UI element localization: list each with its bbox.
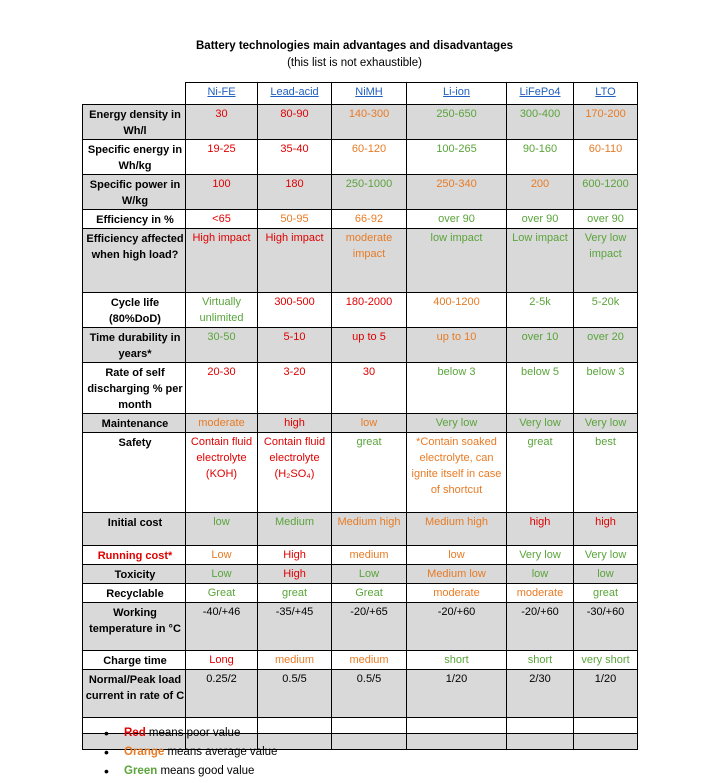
table-cell: great [507, 433, 574, 513]
row-label: Time durability in years* [83, 328, 186, 363]
table-cell: over 90 [507, 210, 574, 229]
table-cell: Very low [407, 414, 507, 433]
row-label: Efficiency in % [83, 210, 186, 229]
table-cell: low [332, 414, 407, 433]
table-cell: 180-2000 [332, 293, 407, 328]
table-cell: high [258, 414, 332, 433]
table-cell: low [407, 546, 507, 565]
column-header[interactable]: Ni-FE [186, 83, 258, 105]
table-cell [574, 734, 638, 750]
table-cell: up to 10 [407, 328, 507, 363]
table-cell: 140-300 [332, 105, 407, 140]
column-header[interactable]: Lead-acid [258, 83, 332, 105]
table-cell: low impact [407, 229, 507, 293]
table-cell: -20/+65 [332, 603, 407, 651]
table-cell: -40/+46 [186, 603, 258, 651]
table-row [83, 210, 638, 229]
document-subtitle: (this list is not exhaustible) [287, 57, 422, 69]
table-cell: 180 [258, 175, 332, 210]
table-cell: Low [332, 565, 407, 584]
table-row [83, 140, 638, 175]
table-cell: 60-110 [574, 140, 638, 175]
column-header[interactable]: LiFePo4 [507, 83, 574, 105]
table-cell: 1/20 [574, 670, 638, 718]
table-row [83, 513, 638, 546]
table-cell: high [574, 513, 638, 546]
row-label: Recyclable [83, 584, 186, 603]
table-cell [574, 718, 638, 734]
table-cell: medium [332, 651, 407, 670]
table-cell: medium [332, 546, 407, 565]
table-cell: up to 5 [332, 328, 407, 363]
legend-description: means average value [164, 746, 278, 758]
table-cell: 30 [186, 105, 258, 140]
row-label: Specific power in W/kg [83, 175, 186, 210]
table-cell [407, 734, 507, 750]
table-cell: 250-340 [407, 175, 507, 210]
table-cell: 60-120 [332, 140, 407, 175]
table-row [83, 175, 638, 210]
table-cell: 100-265 [407, 140, 507, 175]
row-label: Safety [83, 433, 186, 513]
table-cell: Medium low [407, 565, 507, 584]
table-cell: Low [186, 546, 258, 565]
battery-comparison-table [82, 82, 638, 750]
table-cell: Medium [258, 513, 332, 546]
table-cell: Medium high [332, 513, 407, 546]
table-cell: Very low [507, 414, 574, 433]
column-header[interactable]: Li-ion [407, 83, 507, 105]
table-cell: great [332, 433, 407, 513]
row-label: Rate of self discharging % per month [83, 363, 186, 414]
table-cell: 30-50 [186, 328, 258, 363]
column-header[interactable]: LTO [574, 83, 638, 105]
legend-item [100, 743, 277, 762]
table-cell: Great [332, 584, 407, 603]
table-row [83, 363, 638, 414]
table-cell: 1/20 [407, 670, 507, 718]
row-label: Working temperature in °C [83, 603, 186, 651]
color-legend [100, 724, 277, 781]
table-cell: *Contain soaked electrolyte, can ignite itself in case of shortcut [407, 433, 507, 513]
table-cell: very short [574, 651, 638, 670]
table-cell: 100 [186, 175, 258, 210]
table-cell: Very low [507, 546, 574, 565]
table-cell: moderate [186, 414, 258, 433]
table-cell: 250-650 [407, 105, 507, 140]
row-label: Charge time [83, 651, 186, 670]
table-cell: 300-500 [258, 293, 332, 328]
table-row [83, 433, 638, 513]
table-cell: 400-1200 [407, 293, 507, 328]
table-cell: 2/30 [507, 670, 574, 718]
table-cell: over 90 [574, 210, 638, 229]
table-row [83, 603, 638, 651]
table-cell: <65 [186, 210, 258, 229]
table-cell: Virtually unlimited [186, 293, 258, 328]
table-cell: Low [186, 565, 258, 584]
table-cell: 80-90 [258, 105, 332, 140]
table-cell: 35-40 [258, 140, 332, 175]
table-cell: 90-160 [507, 140, 574, 175]
row-label: Toxicity [83, 565, 186, 584]
table-cell: great [574, 584, 638, 603]
table-cell: 20-30 [186, 363, 258, 414]
table-cell: short [407, 651, 507, 670]
table-row [83, 670, 638, 718]
table-cell: High impact [258, 229, 332, 293]
table-cell [407, 718, 507, 734]
table-cell: 5-10 [258, 328, 332, 363]
table-cell: over 20 [574, 328, 638, 363]
legend-description: means good value [157, 765, 255, 777]
legend-color-word: Orange [124, 746, 165, 758]
table-cell: Great [186, 584, 258, 603]
table-cell: -20/+60 [507, 603, 574, 651]
table-cell: over 10 [507, 328, 574, 363]
legend-color-word: Green [124, 765, 158, 777]
table-cell: 170-200 [574, 105, 638, 140]
row-label: Cycle life (80%DoD) [83, 293, 186, 328]
row-label: Maintenance [83, 414, 186, 433]
table-cell: Long [186, 651, 258, 670]
table-cell: 600-1200 [574, 175, 638, 210]
legend-color-word: Red [124, 727, 146, 739]
table-cell: -35/+45 [258, 603, 332, 651]
table-cell: 30 [332, 363, 407, 414]
table-cell: medium [258, 651, 332, 670]
table-cell: 66-92 [332, 210, 407, 229]
row-label: Running cost* [83, 546, 186, 565]
table-cell: 200 [507, 175, 574, 210]
table-cell: high [507, 513, 574, 546]
table-cell [332, 718, 407, 734]
legend-description: means poor value [145, 727, 241, 739]
table-cell: over 90 [407, 210, 507, 229]
table-cell: Contain fluid electrolyte (KOH) [186, 433, 258, 513]
table-row [83, 229, 638, 293]
table-cell: low [186, 513, 258, 546]
column-header[interactable]: NiMH [332, 83, 407, 105]
table-cell: Very low [574, 414, 638, 433]
table-cell: -30/+60 [574, 603, 638, 651]
table-cell: Very low [574, 546, 638, 565]
table-cell: Medium high [407, 513, 507, 546]
table-row [83, 293, 638, 328]
table-cell: below 3 [574, 363, 638, 414]
table-cell: 250-1000 [332, 175, 407, 210]
row-label: Energy density in Wh/l [83, 105, 186, 140]
table-cell: moderate [507, 584, 574, 603]
table-header-row [83, 83, 638, 105]
table-cell: below 3 [407, 363, 507, 414]
legend-item [100, 724, 277, 743]
table-cell: Contain fluid electrolyte (H₂SO₄) [258, 433, 332, 513]
table-row [83, 565, 638, 584]
table-row [83, 651, 638, 670]
table-row [83, 328, 638, 363]
table-cell: 50-95 [258, 210, 332, 229]
table-cell: 0.5/5 [332, 670, 407, 718]
table-row [83, 584, 638, 603]
table-cell: High impact [186, 229, 258, 293]
row-label: Normal/Peak load current in rate of C [83, 670, 186, 718]
document-title: Battery technologies main advantages and disadvantages [196, 40, 513, 52]
table-cell: moderate [407, 584, 507, 603]
table-cell: low [507, 565, 574, 584]
row-label: Efficiency affected when high load? [83, 229, 186, 293]
row-label: Specific energy in Wh/kg [83, 140, 186, 175]
table-cell: best [574, 433, 638, 513]
table-cell: -20/+60 [407, 603, 507, 651]
table-row [83, 546, 638, 565]
table-cell: 0.25/2 [186, 670, 258, 718]
table-cell: High [258, 565, 332, 584]
table-cell: below 5 [507, 363, 574, 414]
table-cell: Very low impact [574, 229, 638, 293]
table-cell: low [574, 565, 638, 584]
table-cell: 5-20k [574, 293, 638, 328]
table-cell: 0.5/5 [258, 670, 332, 718]
table-cell: short [507, 651, 574, 670]
table-cell: 300-400 [507, 105, 574, 140]
table-cell: moderate impact [332, 229, 407, 293]
table-cell [332, 734, 407, 750]
table-row [83, 414, 638, 433]
table-cell [507, 718, 574, 734]
table-cell: 2-5k [507, 293, 574, 328]
table-cell: Low impact [507, 229, 574, 293]
legend-item [100, 762, 277, 781]
table-cell: great [258, 584, 332, 603]
header-corner [83, 83, 186, 105]
table-cell [507, 734, 574, 750]
table-cell: 19-25 [186, 140, 258, 175]
table-cell: 3-20 [258, 363, 332, 414]
table-row [83, 105, 638, 140]
table-cell: High [258, 546, 332, 565]
row-label: Initial cost [83, 513, 186, 546]
